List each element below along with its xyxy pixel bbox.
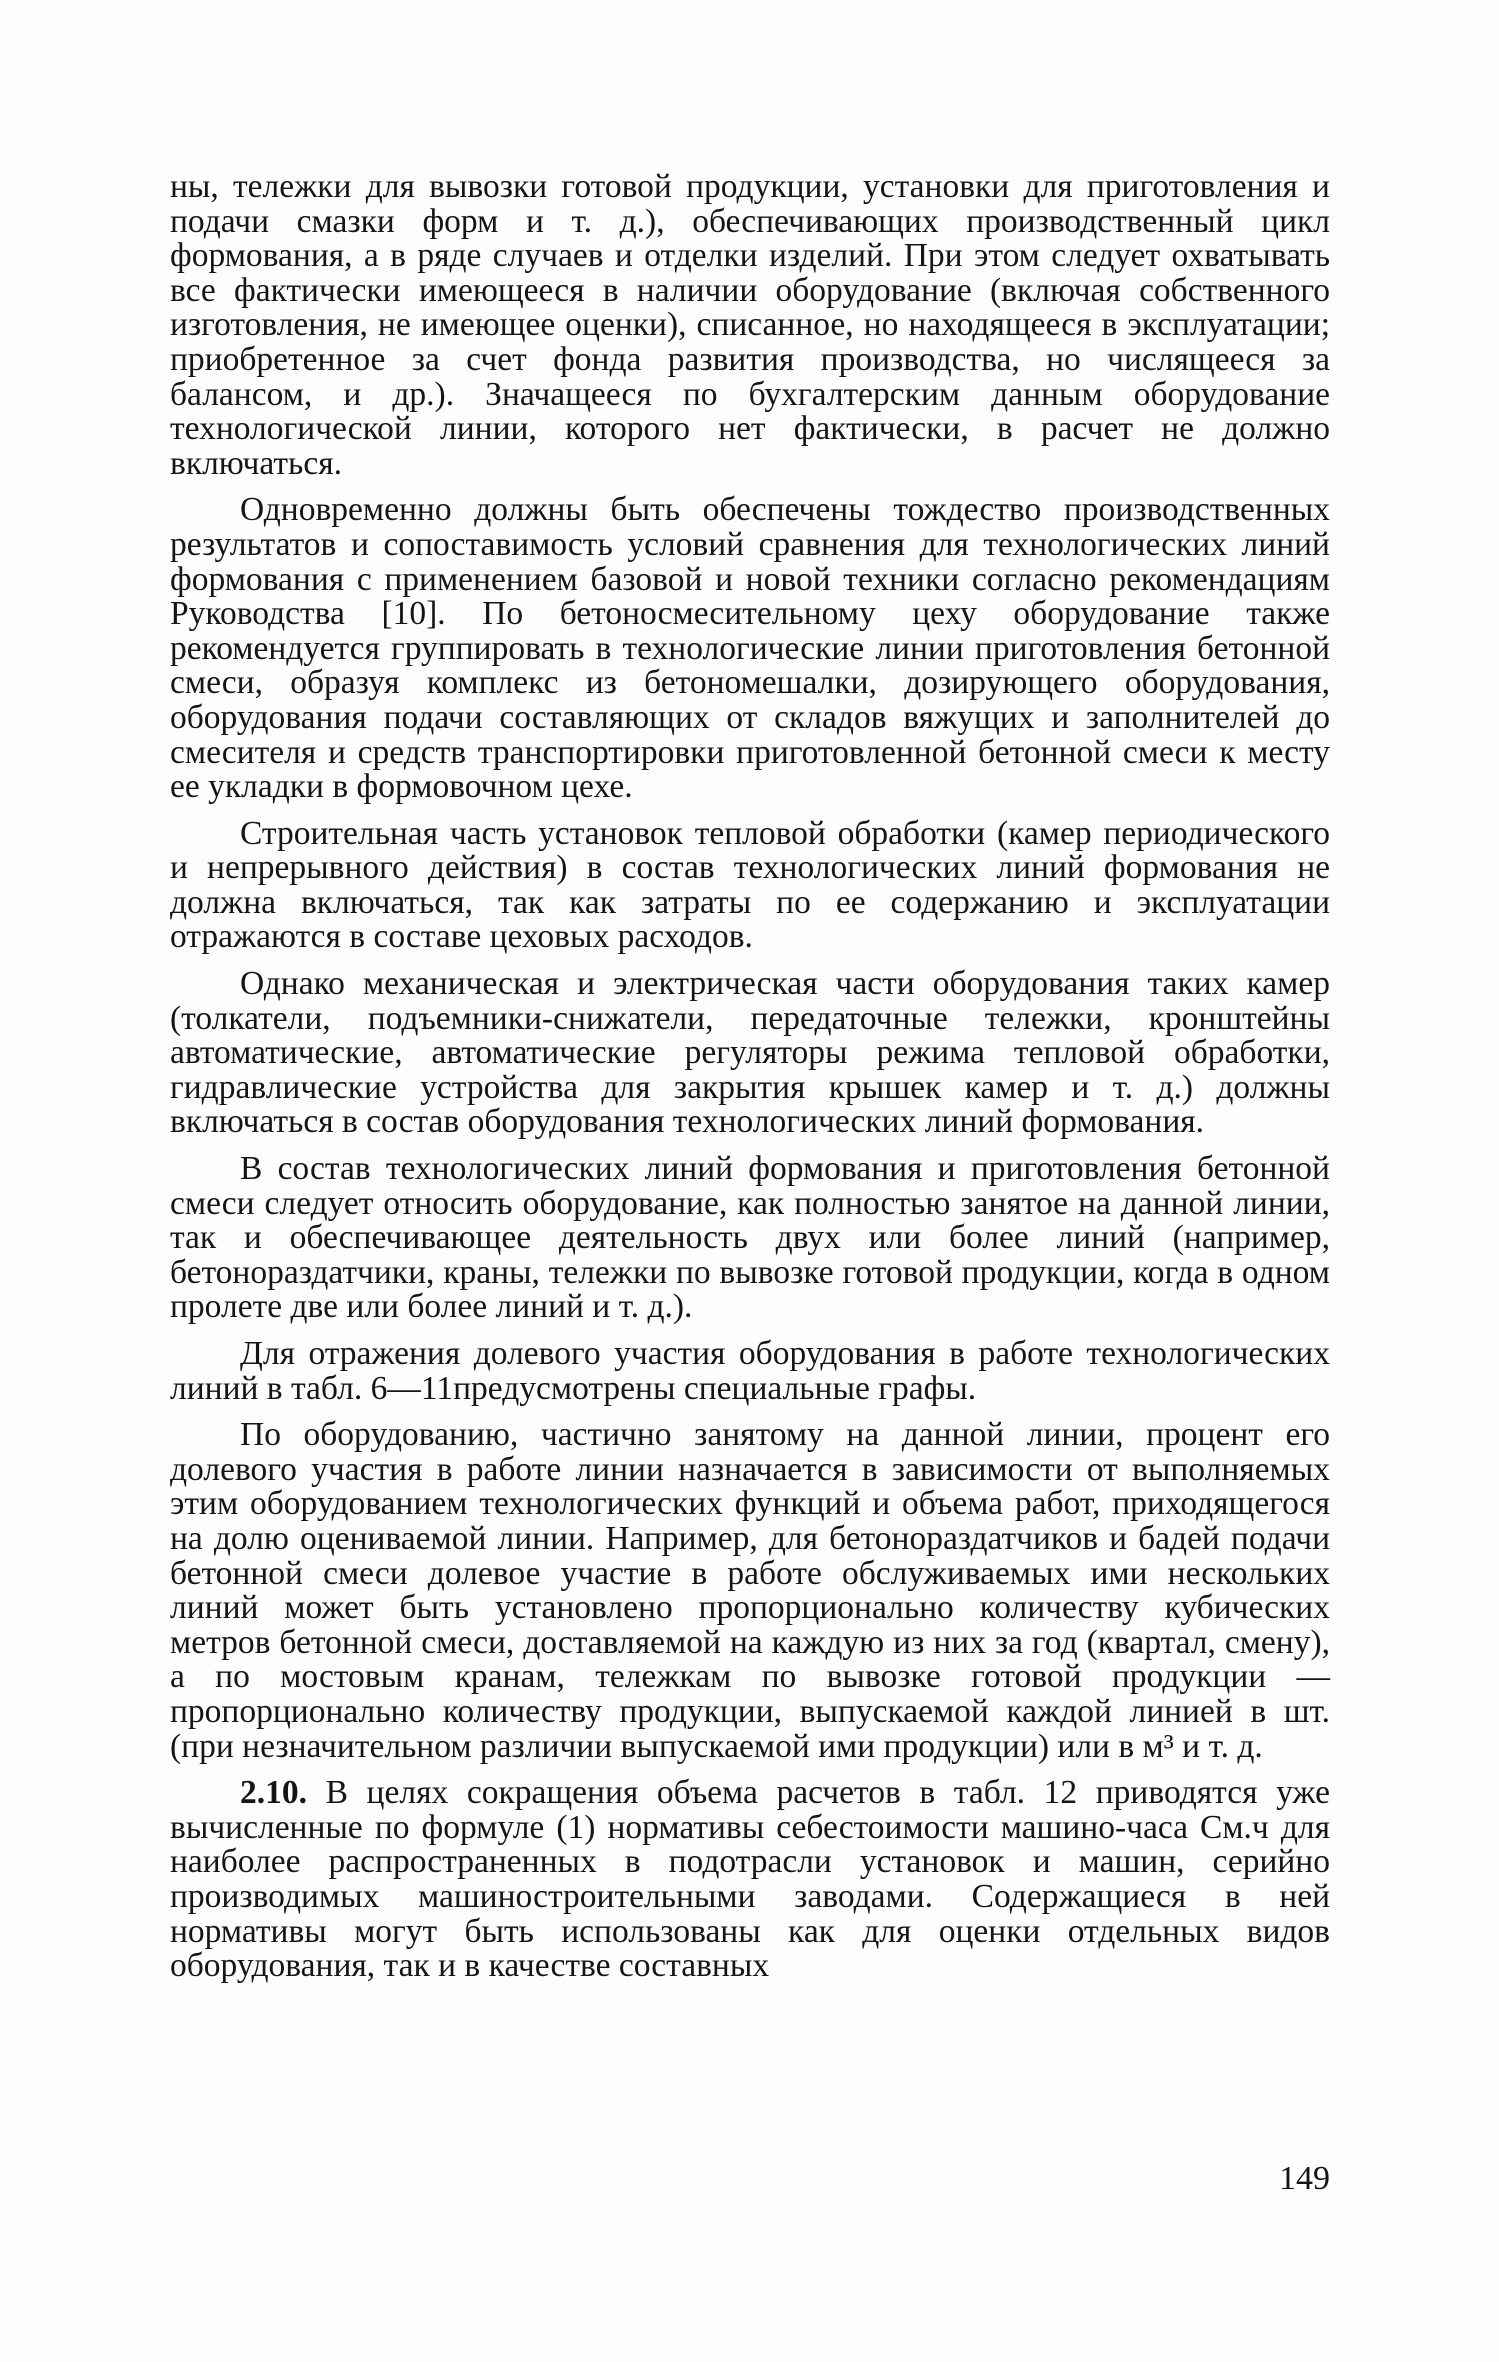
section-number: 2.10. bbox=[240, 1774, 307, 1812]
paragraph-2: Одновременно должны быть обеспечены тождество производственных результатов и сопоставимость условий сравнения для технологических линий формования с применением базовой и новой техники согласно рекомендациям Руководства [10]. По бетоносмесительному цеху оборудование также рекомендуется группировать в технологические линии приготовления бетонной смеси, образуя комплекс из бетономешалки, дозирующего оборудования, оборудования подачи составляющих от складов вяжущих и заполнителей до смесителя и средств транспортировки приготовленной бетонной смеси к месту ее укладки в формовочном цехе. bbox=[170, 491, 1330, 806]
paragraph-5: В состав технологических линий формования и приготовления бетонной смеси следует относить оборудование, как полностью занятое на данной линии, так и обеспечивающее деятельность двух или более линий (например, бетонораздатчики, краны, тележки по вывозке готовой продукции, когда в одном пролете две или более линий и т. д.). bbox=[170, 1150, 1330, 1326]
paragraph-1: ны, тележки для вывозки готовой продукции, установки для приготовления и подачи смазки форм и т. д.), обеспечивающих производственный цикл формования, а в ряде случаев и отделки изделий. При этом следует охватывать все фактически имеющееся в наличии оборудование (включая собственного изготовления, не имеющее оценки), списанное, но находящееся в эксплуатации; приобретенное за счет фонда развития производства, но числящееся за балансом, и др.). Значащееся по бухгалтерским данным оборудование технологической линии, которого нет фактически, в расчет не должно включаться. bbox=[170, 168, 1330, 482]
page-number: 149 bbox=[1279, 2160, 1330, 2197]
paragraph-8-text: В целях сокращения объема расчетов в табл. 12 приводятся уже вычисленные по формуле (1) нормативы себестоимости машино-часа См.ч для наиболее распространенных в подотрасли установок и машин, серийно производимых машиностроительными заводами. Содержащиеся в ней нормативы могут быть использованы как для оценки отдельных видов оборудования, так и в качестве составных bbox=[170, 1774, 1330, 1985]
paragraph-7: По оборудованию, частично занятому на данной линии, процент его долевого участия в работе линии назначается в зависимости от выполняемых этим оборудованием технологических функций и объема работ, приходящегося на долю оцениваемой линии. Например, для бетонораздатчиков и бадей подачи бетонной смеси долевое участие в работе обслуживаемых ими нескольких линий может быть установлено пропорционально количеству кубических метров бетонной смеси, доставляемой на каждую из них за год (квартал, смену), а по мостовым кранам, тележкам по вывозке готовой продукции — пропорционально количеству продукции, выпускаемой каждой линией в шт. (при незначительном различии выпускаемой ими продукции) или в м³ и т. д. bbox=[170, 1416, 1330, 1765]
paragraph-3: Строительная часть установок тепловой обработки (камер периодического и непрерывного действия) в состав технологических линий формования не должна включаться, так как затраты по ее содержанию и эксплуатации отражаются в составе цеховых расходов. bbox=[170, 814, 1330, 956]
body-text bbox=[170, 170, 1330, 1984]
paragraph-8 bbox=[170, 1776, 1330, 1984]
paragraph-6: Для отражения долевого участия оборудования в работе технологических линий в табл. 6—11предусмотрены специальные графы. bbox=[170, 1335, 1330, 1407]
paragraph-4: Однако механическая и электрическая части оборудования таких камер (толкатели, подъемники-снижатели, передаточные тележки, кронштейны автоматические, автоматические регуляторы режима тепловой обработки, гидравлические устройства для закрытия крышек камер и т. д.) должны включаться в состав оборудования технологических линий формования. bbox=[170, 965, 1330, 1141]
